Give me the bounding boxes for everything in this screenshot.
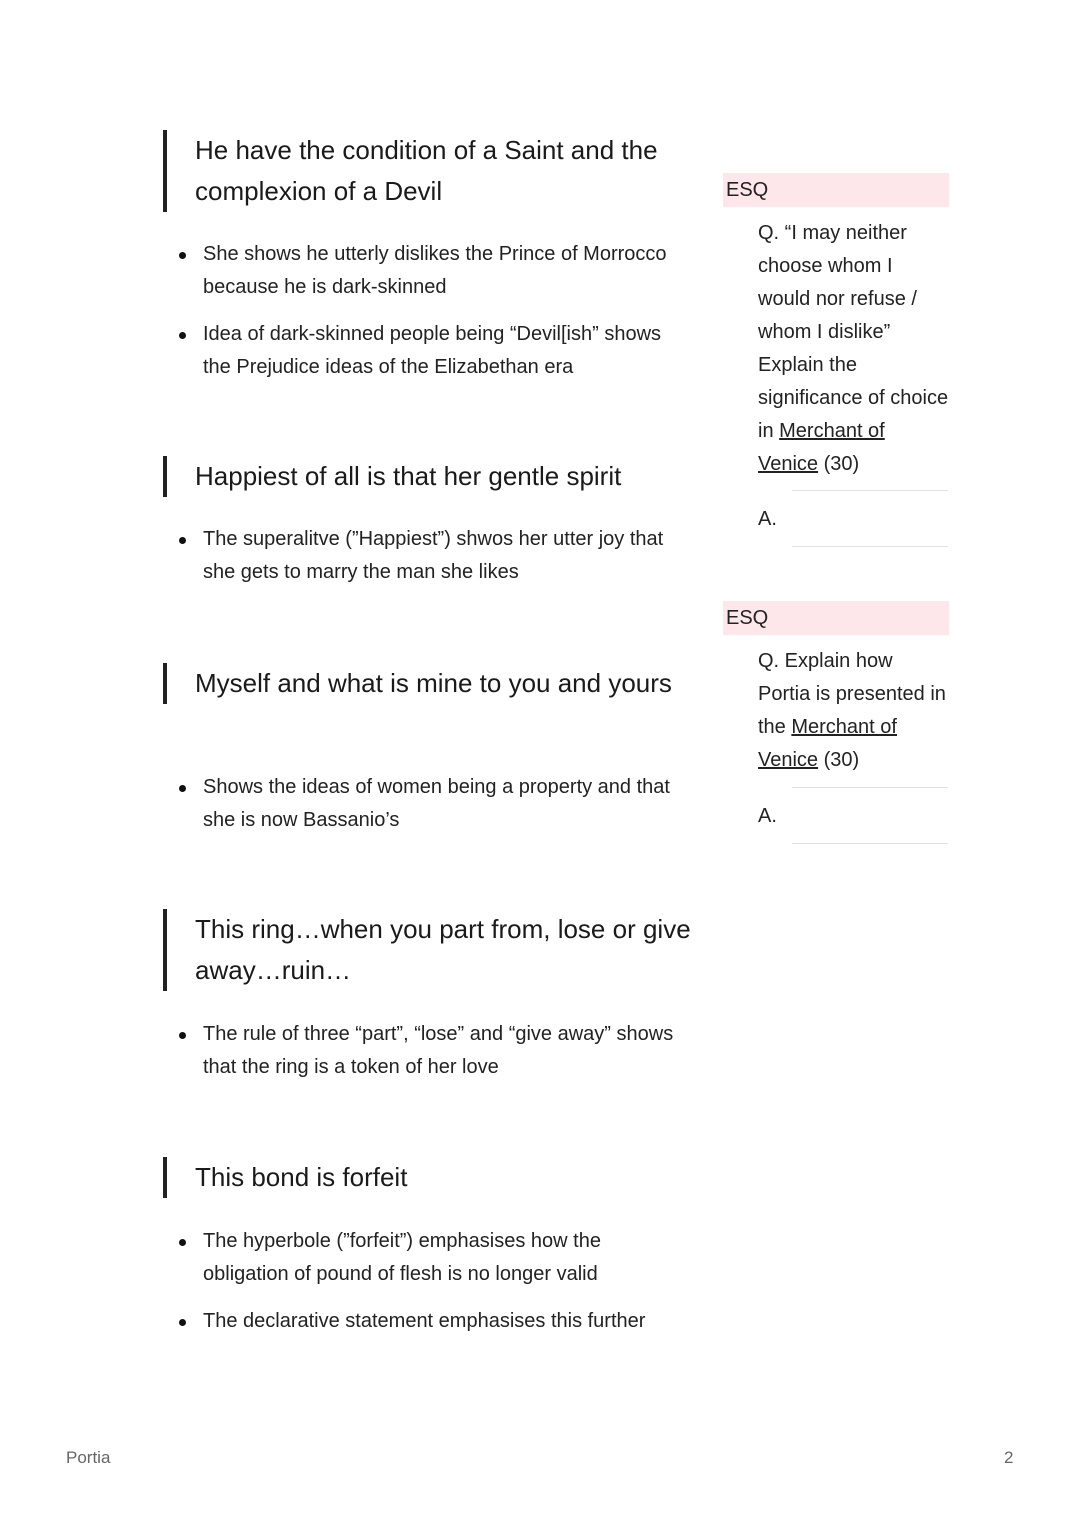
esq-question-marks: (30) [818,749,860,771]
esq-question-title: Merchant of Venice [758,420,885,475]
esq-answer-label-2: A. [758,805,777,827]
esq-question-2 [758,645,950,777]
divider [792,787,948,788]
esq-question-text: Q. Explain how Portia is presented in the [758,650,946,738]
answer-line [792,546,948,547]
quote-4: This ring…when you part from, lose or give away…ruin… [163,909,725,991]
esq-question-marks: (30) [818,453,860,475]
answer-line [792,843,948,844]
quote-2: Happiest of all is that her gentle spirit [163,456,725,497]
esq-question-text: Q. “I may neither choose whom I would nor refuse / whom I dislike” Explain the significance of choice in [758,222,949,442]
esq-question-title: Merchant of Venice [758,716,897,771]
bullet-item: She shows he utterly dislikes the Prince of Morrocco because he is dark-skinned [175,238,685,304]
esq-answer-label-1: A. [758,508,777,530]
bullet-item: The hyperbole (”forfeit”) emphasises how the obligation of pound of flesh is no longer valid [175,1225,685,1291]
footer-title: Portia [66,1448,111,1467]
quote-3: Myself and what is mine to you and yours [163,663,725,704]
quote-1: He have the condition of a Saint and the complexion of a Devil [163,130,725,212]
esq-header-1: ESQ [723,173,949,207]
bullet-item: Idea of dark-skinned people being “Devil[ish” shows the Prejudice ideas of the Elizabethan era [175,318,685,384]
bullet-item: Shows the ideas of women being a property and that she is now Bassanio’s [175,771,685,837]
bullet-item: The superalitve (”Happiest”) shwos her utter joy that she gets to marry the man she likes [175,523,685,589]
bullet-list-3 [175,771,685,851]
page-number: 2 [1004,1448,1014,1467]
bullet-item: The rule of three “part”, “lose” and “give away” shows that the ring is a token of her love [175,1018,685,1084]
quote-5: This bond is forfeit [163,1157,725,1198]
bullet-list-4 [175,1018,685,1098]
divider [792,490,948,491]
bullet-list-5 [175,1225,685,1352]
esq-question-1 [758,217,950,481]
bullet-list-1 [175,238,685,398]
bullet-list-2 [175,523,685,603]
esq-header-2: ESQ [723,601,949,635]
bullet-item: The declarative statement emphasises this further [175,1305,685,1338]
